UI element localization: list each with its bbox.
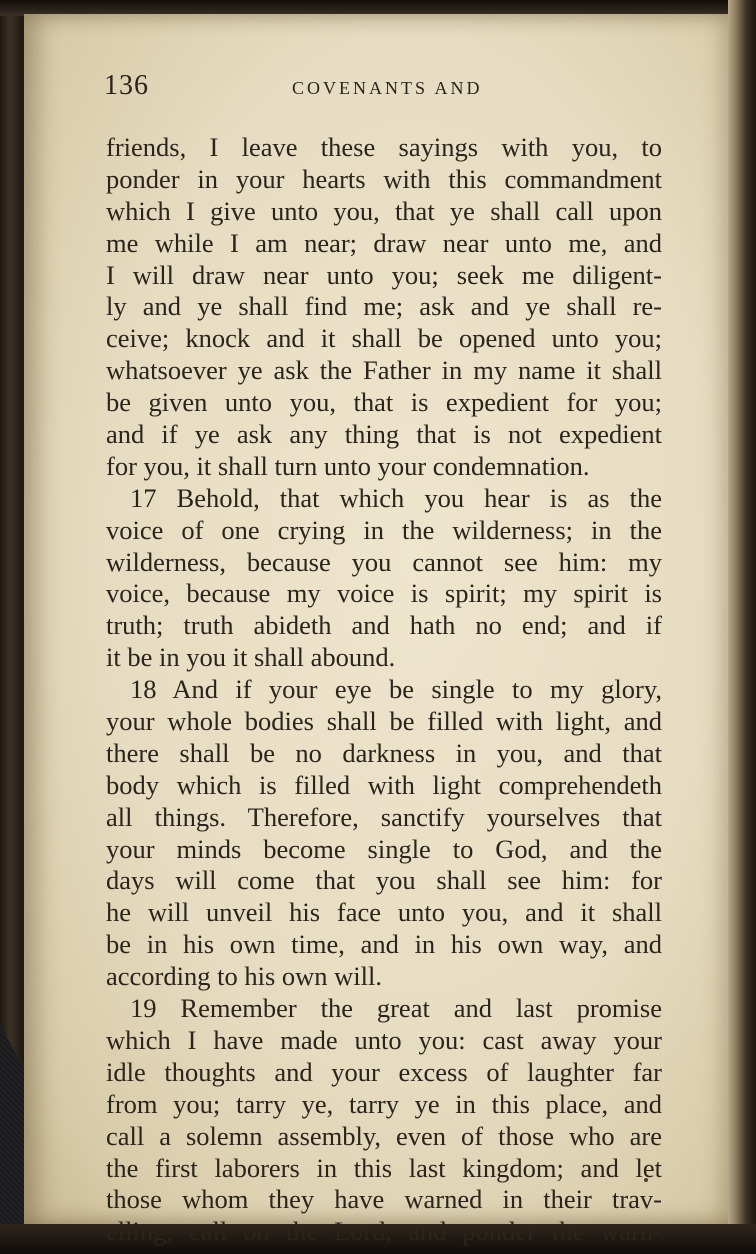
text-line: body which is filled with light comprehendeth xyxy=(106,769,662,800)
text-line: it be in you it shall abound. xyxy=(106,642,396,673)
text-line: your whole bodies shall be filled with light, and xyxy=(106,706,662,737)
text-line: those whom they have warned in their trav- xyxy=(106,1184,662,1215)
text-line: I will draw near unto you; seek me diligent- xyxy=(106,259,662,290)
text-line: me while I am near; draw near unto me, and xyxy=(106,227,662,258)
text-line: wilderness, because you cannot see him: my xyxy=(106,546,662,577)
text-line: from you; tarry ye, tarry ye in this place, and xyxy=(106,1088,662,1119)
text-line: voice, because my voice is spirit; my spirit is xyxy=(106,578,662,609)
text-line: ponder in your hearts with this commandment xyxy=(106,163,662,194)
page-header xyxy=(104,70,664,110)
text-line: truth; truth abideth and hath no end; and if xyxy=(106,610,662,641)
text-line: your minds become single to God, and the xyxy=(106,833,662,864)
verse-17-start: 17 Behold, that which you hear is as the xyxy=(130,482,662,513)
text-line: elling, call on the Lord, and ponder the warn- xyxy=(106,1216,662,1247)
text-line: which I give unto you, that ye shall call upon xyxy=(106,195,662,226)
text-line: whatsoever ye ask the Father in my name it shall xyxy=(106,355,662,386)
text-line: friends, I leave these sayings with you, to xyxy=(106,132,662,162)
text-line: all things. Therefore, sanctify yourselves that xyxy=(106,801,662,832)
book-edge-right xyxy=(728,0,756,1254)
text-line: he will unveil his face unto you, and it shall xyxy=(106,897,662,928)
running-title: COVENANTS AND xyxy=(292,78,483,98)
text-line: call a solemn assembly, even of those who are xyxy=(106,1120,662,1151)
text-line: according to his own will. xyxy=(106,961,382,992)
text-line: and if ye ask any thing that is not expedient xyxy=(106,419,662,450)
verse-18-start: 18 And if your eye be single to my glory, xyxy=(130,674,662,705)
text-line: ly and ye shall find me; ask and ye shall re- xyxy=(106,291,662,322)
text-line: days will come that you shall see him: for xyxy=(106,865,662,896)
text-line: the first laborers in this last kingdom; and let xyxy=(106,1152,662,1183)
text-line: which I have made unto you: cast away your xyxy=(106,1024,662,1055)
text-line: idle thoughts and your excess of laughter far xyxy=(106,1056,662,1087)
page-number: 136 xyxy=(104,70,149,101)
text-line: be given unto you, that is expedient for you; xyxy=(106,387,662,418)
text-line: voice of one crying in the wilderness; in the xyxy=(106,514,662,545)
text-line: there shall be no darkness in you, and that xyxy=(106,737,662,768)
text-line: ceive; knock and it shall be opened unto you; xyxy=(106,323,662,354)
text-line: for you, it shall turn unto your condemnation. xyxy=(106,450,590,481)
text-line: be in his own time, and in his own way, and xyxy=(106,929,662,960)
verse-19-start: 19 Remember the great and last promise xyxy=(130,993,662,1024)
body-text xyxy=(106,132,662,1248)
